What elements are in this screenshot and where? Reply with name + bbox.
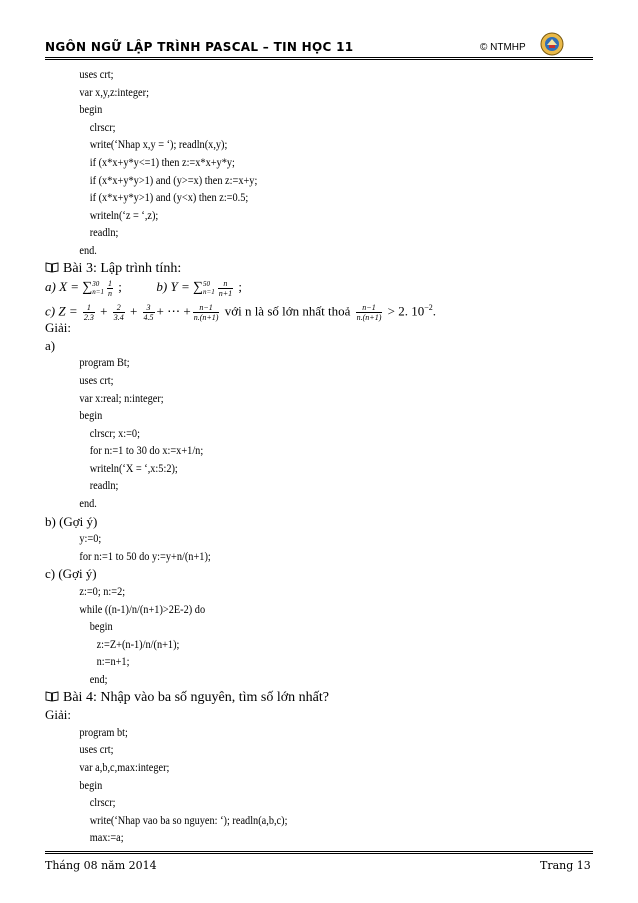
code-line: end. — [79, 242, 97, 257]
sum-icon: ∑ — [82, 280, 93, 296]
exercise-4-title: Bài 4: Nhập vào ba số nguyên, tìm số lớn nhất? — [63, 689, 329, 705]
sum-upper: 30 — [92, 280, 100, 289]
fraction — [218, 279, 233, 298]
fraction-num: 1 — [83, 303, 95, 313]
sum-icon: ∑ — [192, 280, 203, 296]
code-block-3 — [45, 530, 593, 565]
footer-page-number: Trang 13 — [540, 859, 591, 872]
header-author: © NTMHP — [480, 42, 526, 53]
fraction-den: 3.4 — [113, 312, 124, 322]
part-c-hint: c) (Gợi ý) — [45, 566, 97, 582]
code-line: var a,b,c,max:integer; — [79, 759, 170, 774]
code-line: clrscr; — [89, 119, 116, 134]
part-a-label: a) — [45, 337, 56, 353]
fraction-num: n−1 — [193, 303, 220, 313]
fraction-num: n — [218, 279, 233, 289]
fraction-num: 1 — [108, 278, 113, 288]
code-line: program bt; — [79, 724, 128, 739]
fraction-den: n+1 — [218, 288, 233, 298]
sum-upper: 50 — [202, 280, 210, 289]
code-line: if (x*x+y*y<=1) then z:=x*x+y*y; — [89, 154, 235, 169]
code-line: if (x*x+y*y>1) and (y>=x) then z:=x+y; — [89, 172, 258, 187]
code-line: max:=a; — [89, 830, 124, 845]
formula-c: c) Z = $\frac{1}{2.3}$ + $\frac{2}{3.4}$ + $\frac{3}{4.5}$ + ⋯ + $\frac{n-1}{n.(n+1)}$ với n là số lớn nhất thoả $\frac{n-1}{n.(n+1)}$ > 2. $10^{-2}$. — [45, 302, 436, 322]
exercise-4-heading — [45, 689, 593, 707]
sum-lower: n=1 — [92, 288, 105, 297]
code-line: writeln(‘z = ‘,z); — [89, 207, 159, 222]
fraction-den: 2.3 — [83, 312, 94, 322]
formula-exponent: −2 — [424, 303, 433, 313]
code-line: for n:=1 to 50 do y:=y+n/(n+1); — [79, 548, 211, 563]
code-line: begin — [79, 102, 103, 117]
code-line: clrscr; x:=0; — [89, 425, 140, 440]
code-line: write(‘Nhap vao ba so nguyen: ‘); readln(a,b,c); — [89, 812, 288, 827]
footer-rule-thin — [45, 853, 593, 854]
fraction — [113, 303, 125, 322]
fraction — [143, 303, 155, 322]
fraction-num: 3 — [143, 303, 155, 313]
code-line: write(‘Nhap x,y = ‘); readln(x,y); — [89, 137, 228, 152]
code-block-4 — [45, 583, 593, 689]
code-line: begin — [89, 619, 113, 634]
code-line: begin — [79, 408, 103, 423]
fraction — [193, 303, 220, 322]
book-icon — [45, 691, 59, 702]
footer-rule — [45, 851, 593, 852]
solution-label: Giải: — [45, 320, 71, 336]
fraction — [356, 303, 383, 322]
fraction — [107, 279, 113, 298]
fraction-num: n−1 — [356, 303, 383, 313]
formula-a-end: ; — [115, 279, 122, 295]
code-block-1 — [45, 66, 593, 260]
part-b-hint: b) (Gợi ý) — [45, 513, 98, 529]
sum-lower: n=1 — [202, 288, 215, 297]
code-line: z:=Z+(n-1)/n/(n+1); — [96, 636, 180, 651]
formula-c-label: c) Z = — [45, 303, 81, 319]
fraction-num: 2 — [113, 303, 125, 313]
code-line: uses crt; — [79, 742, 114, 757]
fraction-den: n — [108, 288, 113, 298]
exercise-3-title: Bài 3: Lập trình tính: — [63, 260, 182, 276]
code-line: readln; — [89, 478, 119, 493]
header-title: NGÔN NGỮ LẬP TRÌNH PASCAL – TIN HỌC 11 — [45, 40, 354, 54]
code-line: uses crt; — [79, 372, 114, 387]
code-line: if (x*x+y*y>1) and (y<x) then z:=0.5; — [89, 190, 249, 205]
formula-c-text: với n là số lớn nhất thoả — [221, 303, 354, 319]
formula-b-label: b) Y = — [156, 279, 193, 295]
code-line: n:=n+1; — [96, 654, 130, 669]
code-line: y:=0; — [79, 531, 102, 546]
code-line: clrscr; — [89, 795, 116, 810]
sum-limits — [203, 280, 215, 296]
fraction-den: 4.5 — [143, 312, 154, 322]
code-line: while ((n-1)/n/(n+1)>2E-2) do — [79, 601, 206, 616]
exercise-3-heading — [45, 260, 593, 278]
formula-cond-end: > 2. 10 — [384, 303, 425, 319]
formula-a-label: a) X = — [45, 279, 83, 295]
code-line: readln; — [89, 225, 119, 240]
book-icon — [45, 262, 59, 273]
page-content — [45, 66, 593, 847]
code-block-2 — [45, 354, 593, 512]
code-line: uses crt; — [79, 67, 114, 81]
solution-label: Giải: — [45, 707, 71, 723]
code-line: end. — [79, 496, 97, 511]
fraction-den: n.(n+1) — [193, 312, 219, 322]
code-block-5 — [45, 724, 593, 847]
header-rule-thin — [45, 59, 593, 60]
code-line: var x:real; n:integer; — [79, 390, 164, 405]
code-line: begin — [79, 777, 103, 792]
footer-date: Tháng 08 năm 2014 — [45, 859, 157, 872]
header-rule — [45, 57, 593, 58]
fraction — [83, 303, 95, 322]
formula-period: . — [432, 303, 436, 319]
code-line: program Bt; — [79, 355, 130, 370]
code-line: z:=0; n:=2; — [79, 584, 126, 599]
school-logo-icon — [540, 32, 564, 56]
fraction-den: n.(n+1) — [356, 312, 382, 322]
code-line: end; — [89, 672, 108, 686]
sum-limits — [92, 280, 104, 296]
formula-ab — [45, 277, 593, 297]
code-line: writeln(‘X = ‘,x:5:2); — [89, 460, 178, 475]
formula-dots: + ⋯ + — [156, 303, 191, 319]
formula-b-end: ; — [235, 279, 242, 295]
code-line: var x,y,z:integer; — [79, 84, 149, 99]
code-line: for n:=1 to 30 do x:=x+1/n; — [89, 443, 204, 458]
